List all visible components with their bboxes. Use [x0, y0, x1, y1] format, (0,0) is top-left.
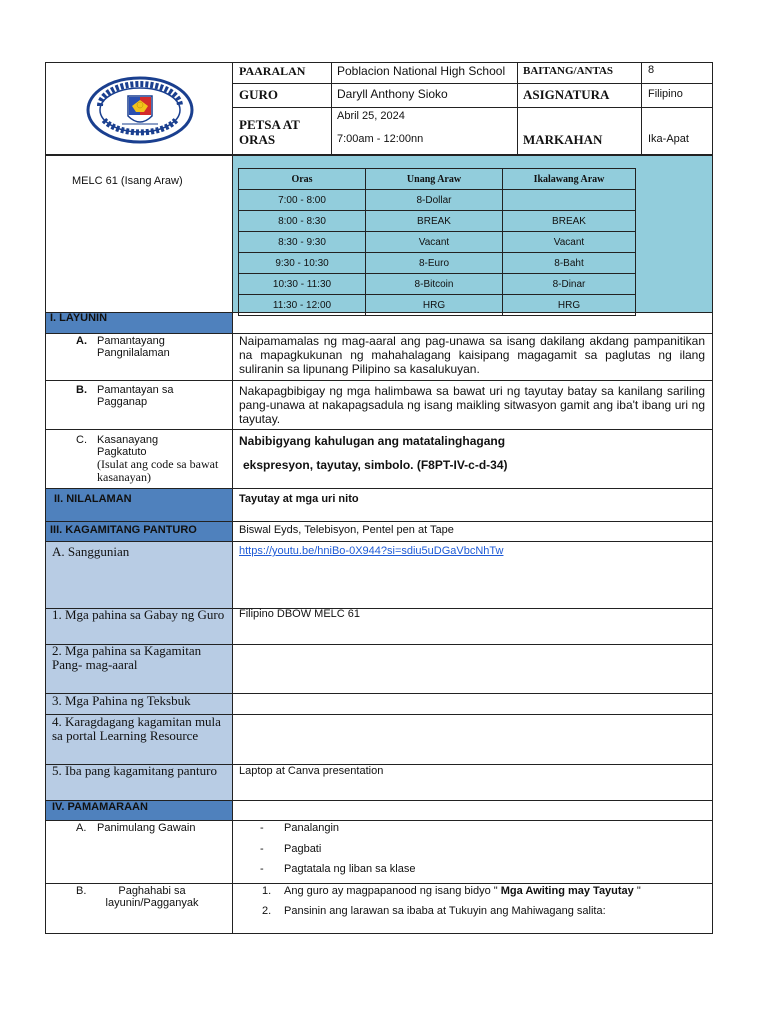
- schedule-cell: 9:30 - 10:30: [239, 253, 366, 274]
- header-col-line: [517, 62, 518, 155]
- layunin-c-label: Kasanayang Pagkatuto: [97, 434, 159, 458]
- melc-label: MELC 61 (Isang Araw): [72, 175, 183, 187]
- b1-text: [284, 885, 641, 897]
- schedule-cell: 8-Baht: [503, 253, 636, 274]
- schedule-cell: HRG: [366, 295, 503, 316]
- row-line: [45, 380, 713, 381]
- header-col-line: [641, 62, 642, 155]
- asignatura-value: Filipino: [648, 88, 683, 100]
- deped-seal-icon: [86, 76, 194, 144]
- layunin-c-text1: Nabibigyang kahulugan ang matatalinghagang: [239, 434, 506, 448]
- layunin-a-text: Naipamamalas ng mag-aaral ang pag-unawa sa isang dakilang akdang pampanitikan na mapagkukunan ng mahahalagang kaisipang magagamit sa paglutas ng ilang suliranin sa lipunang Pilipino sa kasalukuyan.: [239, 334, 705, 376]
- sanggunian-label: A. Sanggunian: [52, 544, 130, 559]
- nilalaman-title: II. NILALAMAN: [54, 493, 132, 505]
- schedule-row: [239, 190, 636, 211]
- schedule-cell: 8-Euro: [366, 253, 503, 274]
- layunin-a-letter: A.: [76, 335, 87, 347]
- header-col-line: [331, 62, 332, 155]
- paaralan-value: Poblacion National High School: [337, 64, 506, 78]
- schedule-row: [239, 274, 636, 295]
- kagamitan-title: III. KAGAMITANG PANTURO: [50, 524, 197, 536]
- schedule-header: Oras: [239, 169, 366, 190]
- kagamitan-title-value: Biswal Eyds, Telebisyon, Pentel pen at Tape: [239, 524, 454, 536]
- b2-text: Pansinin ang larawan sa ibaba at Tukuyin ang Mahiwagang salita:: [284, 905, 606, 917]
- a-item: Pagtatala ng liban sa klase: [284, 863, 416, 875]
- layunin-b-label: Pamantayan sa Pagganap: [97, 384, 174, 408]
- guro-value: Daryll Anthony Sioko: [337, 87, 448, 101]
- petsa-label: PETSA AT ORAS: [239, 117, 300, 147]
- item4-label: 4. Karagdagang kagamitan mula sa portal Learning Resource: [52, 714, 221, 743]
- schedule-cell: BREAK: [503, 211, 636, 232]
- schedule-cell: 8-Bitcoin: [366, 274, 503, 295]
- a-item-bullet: -: [260, 863, 264, 875]
- pamamaraan-a-letter: A.: [76, 822, 87, 834]
- nilalaman-value: Tayutay at mga uri nito: [239, 493, 359, 505]
- schedule-cell: 8-Dinar: [503, 274, 636, 295]
- pamamaraan-a-label: Panimulang Gawain: [97, 822, 196, 834]
- pamamaraan-b-letter: B.: [76, 885, 87, 897]
- paaralan-label: PAARALAN: [239, 64, 306, 78]
- schedule-row: [239, 232, 636, 253]
- schedule-row: [239, 253, 636, 274]
- schedule-cell: 7:00 - 8:00: [239, 190, 366, 211]
- guro-label: GURO: [239, 87, 278, 102]
- item1-value: Filipino DBOW MELC 61: [239, 608, 361, 620]
- item2-label: 2. Mga pahina sa Kagamitan Pang- mag-aaral: [52, 643, 202, 672]
- a-item-bullet: -: [260, 843, 264, 855]
- schedule-table: [238, 168, 636, 316]
- schedule-cell: HRG: [503, 295, 636, 316]
- row-line: [45, 429, 713, 430]
- a-item: Panalangin: [284, 822, 340, 834]
- layunin-b-letter: B.: [76, 384, 87, 396]
- layunin-c-letter: C.: [76, 434, 87, 446]
- schedule-cell: Vacant: [366, 232, 503, 253]
- petsa-date: Abril 25, 2024: [337, 110, 405, 122]
- layunin-c-note: (Isulat ang code sa bawat kasanayan): [97, 457, 219, 484]
- item5-label: 5. Iba pang kagamitang panturo: [52, 763, 217, 778]
- b1-text-main: Ang guro ay magpapanood ng isang bidyo ": [284, 885, 498, 897]
- schedule-row: [239, 211, 636, 232]
- schedule-header-row: [239, 169, 636, 190]
- item3-label: 3. Mga Pahina ng Teksbuk: [52, 693, 191, 708]
- pamamaraan-title: IV. PAMAMARAAN: [52, 801, 148, 813]
- sanggunian-link[interactable]: https://youtu.be/hniBo-0X944?si=sdiu5uDGaVbcNhTw: [239, 545, 504, 557]
- schedule-header: Ikalawang Araw: [503, 169, 636, 190]
- pamamaraan-b-label: Paghahabi sa layunin/Pagganyak: [105, 885, 199, 909]
- layunin-a-label: Pamantayang Pangnilalaman: [97, 335, 170, 359]
- item1-label: 1. Mga pahina sa Gabay ng Guro: [52, 607, 225, 622]
- b1-text-bold: Mga Awiting may Tayutay: [497, 885, 634, 897]
- schedule-cell: Vacant: [503, 232, 636, 253]
- b2-number: 2.: [262, 905, 272, 917]
- schedule-cell: 11:30 - 12:00: [239, 295, 366, 316]
- b1-number: 1.: [262, 885, 272, 897]
- layunin-title: I. LAYUNIN: [50, 312, 108, 324]
- baitang-label: BAITANG/ANTAS: [523, 65, 614, 77]
- schedule-cell: 10:30 - 11:30: [239, 274, 366, 295]
- schedule-header: Unang Araw: [366, 169, 503, 190]
- row-line: [45, 883, 713, 884]
- item5-value: Laptop at Canva presentation: [239, 765, 384, 777]
- markahan-label: MARKAHAN: [523, 132, 603, 147]
- baitang-value: 8: [648, 64, 655, 76]
- layunin-c-text2: ekspresyon, tayutay, simbolo. (F8PT-IV-c-d-34): [243, 458, 508, 472]
- schedule-cell: [503, 190, 636, 211]
- asignatura-label: ASIGNATURA: [523, 87, 610, 102]
- a-item-bullet: -: [260, 822, 264, 834]
- markahan-value: Ika-Apat: [648, 133, 689, 145]
- schedule-cell: 8:30 - 9:30: [239, 232, 366, 253]
- schedule-cell: 8-Dollar: [366, 190, 503, 211]
- a-item: Pagbati: [284, 843, 322, 855]
- row-line: [45, 820, 713, 821]
- schedule-cell: BREAK: [366, 211, 503, 232]
- b1-text-end: ": [633, 885, 641, 897]
- schedule-cell: 8:00 - 8:30: [239, 211, 366, 232]
- layunin-b-text: Nakapagbibigay ng mga halimbawa sa bawat uri ng tayutay batay sa kanilang sariling pang-unawa at nakapagsadula ng isang maikling sitwasyon gamit ang iba't ibang uri ng tayutay.: [239, 384, 705, 426]
- petsa-time: 7:00am - 12:00nn: [337, 133, 424, 145]
